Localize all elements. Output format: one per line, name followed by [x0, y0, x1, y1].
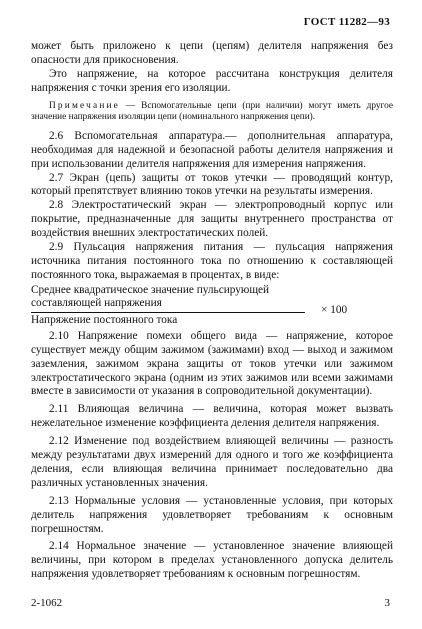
- note: [31, 101, 393, 124]
- paragraph-2-14: 2.14 Нормальное значение — установленное значение влияющей величины, при котором в пределах установленного допуска делитель напряжения удовлетворяет требованиям к основным погрешностям.: [31, 540, 393, 581]
- page-number: 3: [384, 597, 390, 609]
- paragraph-2-11: 2.11 Влияющая величина — величина, которая может вызвать нежелательное изменение коэффициента деления делителя напряжения.: [31, 403, 393, 430]
- formula-multiplier: × 100: [321, 303, 348, 316]
- paragraph-2-7: 2.7 Экран (цепь) защиты от токов утечки — проводящий контур, который препятствует влиянию токов утечки на результаты измерения.: [31, 171, 393, 198]
- formula-numerator-line2: составляющей напряжения: [31, 297, 162, 310]
- paragraph-continuation: может быть приложено к цепи (цепям) делителя напряжения без опасности для прикосновения.: [31, 40, 393, 66]
- body-text: [31, 40, 393, 582]
- formula-numerator-line1: Среднее квадратическое значение пульсирующей: [31, 283, 270, 296]
- paragraph-2-6: 2.6 Вспомогательная аппаратура.— дополнительная аппаратура, необходимая для надежной и безопасной работы делителя напряжения и при использовании делителя напряжения для измерения напряжения.: [31, 129, 393, 170]
- paragraph-2-10: 2.10 Напряжение помехи общего вида — напряжение, которое существует между общим зажимом (зажимами) вход — выход и зажимом заземления, зажимом экрана защиты от токов утечки или зажимом электростатического экрана (одним из этих зажимов или всеми зажимами вместе в зависимости от указания в сопроводительной документации).: [31, 329, 393, 398]
- note-label: Примечание: [49, 100, 120, 111]
- paragraph-2-9: 2.9 Пульсация напряжения питания — пульсация напряжения источника питания постоянного тока по отношению к составляющей постоянного тока, выражаемая в процентах, в виде:: [31, 241, 393, 281]
- paragraph-insulation-voltage: Это напряжение, на которое рассчитана конструкция делителя напряжения с точки зрения его изоляции.: [31, 67, 393, 94]
- standard-code: ГОСТ 11282—93: [303, 16, 390, 28]
- paragraph-2-12: 2.12 Изменение под воздействием влияющей величины — разность между результатами двух измерений для одного и того же коэффициента деления, если влияющая величина принимает последовательно два различных установленных значения.: [31, 435, 393, 489]
- formula-numerator: [31, 284, 305, 311]
- ripple-formula: [31, 284, 393, 328]
- note-text: — Вспомогательные цепи (при наличии) могут иметь другое значение напряжения изоляции цепи (номинального напряжения цепи).: [31, 100, 393, 123]
- paragraph-2-8: 2.8 Электростатический экран — электропроводный корпус или покрытие, предназначенные для защиты внутреннего пространства от воздействия внешних электростатических полей.: [31, 199, 393, 240]
- paragraph-2-13: 2.13 Нормальные условия — установленные условия, при которых делитель напряжения удовлетворяет требованиям к основным погрешностям.: [31, 494, 393, 535]
- print-code: 2-1062: [31, 597, 63, 609]
- formula-denominator: Напряжение постоянного тока: [31, 313, 178, 326]
